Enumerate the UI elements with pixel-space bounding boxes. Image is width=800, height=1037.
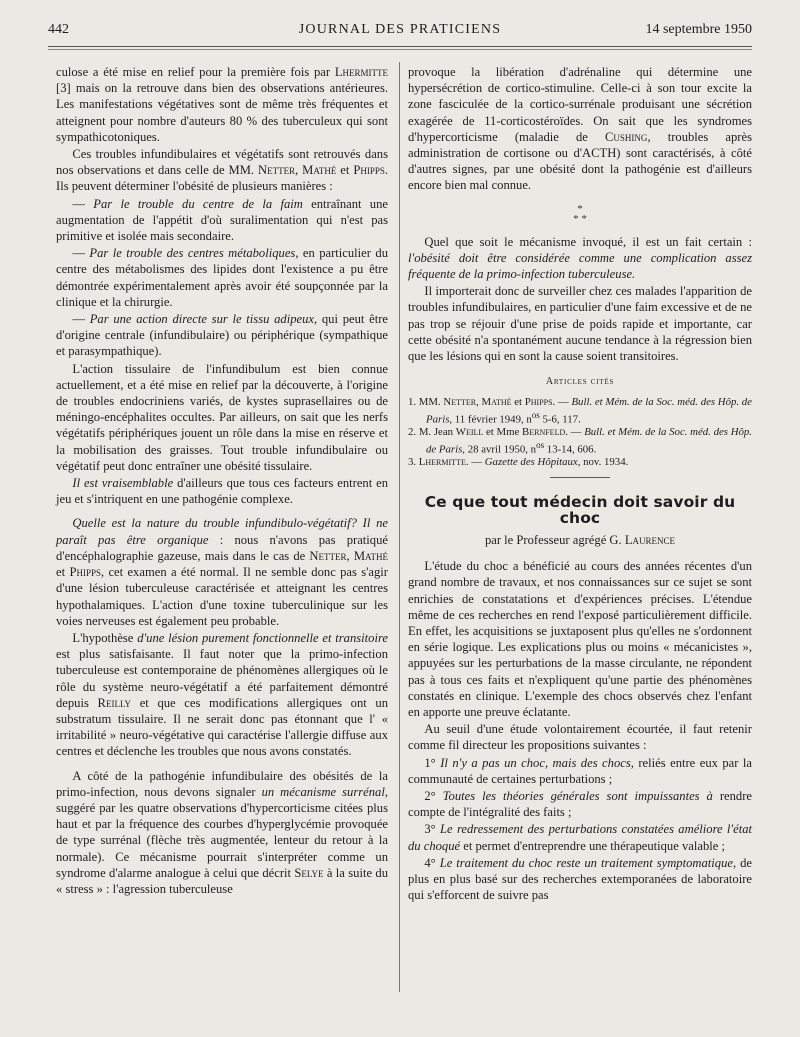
conclusion-text bbox=[408, 234, 752, 365]
paragraph: — Par le trouble du centre de la faim entraînant une augmentation de l'appétit d'où suralimentation qui n'est pas primitive et isolée mais secondaire. bbox=[56, 196, 388, 244]
issue-date: 14 septembre 1950 bbox=[645, 22, 752, 37]
article-body bbox=[408, 558, 752, 903]
reference-item: 1. MM. Netter, Mathé et Phipps. — Bull. et Mém. de la Soc. méd. des Hôp. de Paris, 11 février 1949, $n^{os}$ 5-6, 117. bbox=[408, 396, 752, 426]
articles-heading: Articles cités bbox=[545, 376, 615, 388]
paragraph: Quelle est la nature du trouble infundibulo-végétatif? Il ne paraît pas être organique : nous n'avons pas pratiqué d'encéphalographie gazeuse, mais dans le cas de Netter, Mathé et Phipps, cet examen a été normal. Il ne semble donc pas s'agir d'une lésion tuberculeuse caractérisée et atteignant les centres hypothalamiques. L'action d'une toxine tuberculinique sur les voies nerveuses est également peu probable. bbox=[56, 516, 389, 628]
paragraph: Au seuil d'une étude volontairement écourtée, il faut retenir comme fil directeur les propositions suivantes : bbox=[408, 722, 752, 753]
paragraph: — Par le trouble des centres métaboliques, en particulier du centre des métabolismes des lipides dont l'existence a pu être démontrée expérimentalement après avoir été soupçonnée par la clinique et la chirurgie. bbox=[56, 246, 388, 309]
paragraph: A côté de la pathogénie infundibulaire des obésités de la primo-infection, nous devons signaler un mécanisme surrénal, suggéré par les quatre observations d'hypercorticisme citées plus haut et par la fréquence des courbes d'hyperglycémie provoquée de type surrénal (flèche très augmentée, lenteur du retour à la normale). Ce mécanisme pourrait s'interpréter comme un syndrome d'alarme analogue à celui que décrit Selye à la suite du « stress » : l'agression tuberculeuse bbox=[56, 768, 388, 896]
right-column bbox=[408, 64, 752, 904]
left-column-body bbox=[56, 64, 388, 897]
section-asterism: * * * bbox=[573, 202, 587, 225]
article-title: Ce que tout médecin doit savoir du choc bbox=[424, 492, 736, 527]
paragraph: 2° Toutes les théories générales sont impuissantes à rendre compte de l'intégralité des faits ; bbox=[408, 789, 752, 820]
paragraph: Ces troubles infundibulaires et végétatifs sont retrouvés dans nos observations et dans celle de MM. Netter, Mathé et Phipps. Ils peuvent déterminer l'obésité de plusieurs manières : bbox=[56, 147, 389, 194]
paragraph: 1° Il n'y a pas un choc, mais des chocs, reliés entre eux par la communauté de certaines perturbations ; bbox=[408, 755, 753, 786]
paragraph: Il est vraisemblable d'ailleurs que tous ces facteurs entrent en jeu et s'intriquent en une pathogénie complexe. bbox=[56, 476, 388, 507]
right-column-continuation bbox=[408, 64, 752, 194]
reference-item: 3. Lhermitte. — Gazette des Hôpitaux, nov. 1934. bbox=[408, 456, 629, 469]
paragraph: 4° Le traitement du choc reste un traitement symptomatique, de plus en plus basé sur des recherches extemporanées de laboratoire qui s'efforcent de suivre pas bbox=[408, 855, 753, 903]
page-number: 442 bbox=[48, 22, 69, 37]
reference-list bbox=[408, 396, 752, 468]
paragraph: Il importerait donc de surveiller chez ces malades l'apparition de troubles infundibulaires, en particulier d'une faim excessive et de ne pas trop se réjouir d'une prise de poids rapide et importante, car cette obésité n'a spontanément aucune tendance à la régression bien que les lésions qui en sont la cause soient transitoires. bbox=[408, 284, 752, 364]
header-rule bbox=[48, 46, 752, 47]
paragraph: Quel que soit le mécanisme invoqué, il est un fait certain : l'obésité doit être considérée comme une complication assez fréquente de la primo-infection tuberculeuse. bbox=[408, 234, 752, 282]
paragraph: L'action tissulaire de l'infundibulum est bien connue actuellement, et a été mise en relief par la découverte, à l'origine de troubles endocriniens variés, de kystes suprasellaires ou de méningo-encéphalites occultes. Par ailleurs, on sait que les nerfs végétatifs périphériques jouent un rôle dans la mise en réserve et la mobilisation des graisses. Tout trouble infundibulaire ou végétatif peut donc entraîner une obésité tissulaire. bbox=[56, 361, 388, 473]
reference-item: 2. M. Jean Weill et Mme Bernfeld. — Bull. et Mém. de la Soc. méd. des Hôp. de Paris, 28 avril 1950, $n^{os}$ 13-14, 606. bbox=[408, 426, 752, 456]
paragraph: L'hypothèse d'une lésion purement fonctionnelle et transitoire est plus satisfaisante. Il faut noter que la primo-infection tuberculeuse est contemporaine de phénomènes allergiques où le rôle du système neuro-végétatif a été parfaitement démontré depuis Reilly et que ces modifications allergiques ont un substratum tissulaire. Il ne serait donc pas étonnant que l' « irritabilité » neuro-végétative qui caractérise l'allergie diffuse aux centres et déclenche les troubles que nous avons constatés. bbox=[56, 630, 388, 759]
paragraph: — Par une action directe sur le tissu adipeux, qui peut être d'origine centrale (infundibulaire) ou périphérique (sympathique et parasympathique). bbox=[56, 312, 388, 359]
paragraph: 3° Le redressement des perturbations constatées améliore l'état du choqué et permet d'entreprendre une thérapeutique valable ; bbox=[408, 822, 752, 853]
end-rule bbox=[550, 477, 610, 478]
article-byline: par le Professeur agrégé G. Laurence bbox=[484, 533, 676, 548]
paragraph: culose a été mise en relief pour la première fois par Lhermitte [3] mais on la retrouve dans bien des observations antérieures. Les manifestations végétatives sont de même très fréquentes et atteignent pour nombre d'auteurs 80 % des tuberculeux qui sont sympathicotoniques. bbox=[56, 65, 388, 144]
column-divider bbox=[399, 62, 400, 992]
page-header bbox=[48, 22, 752, 44]
header-rule-secondary bbox=[48, 49, 752, 50]
paragraph: provoque la libération d'adrénaline qui détermine une hypersécrétion de cortico-stimuline. Celle-ci à son tour excite la zone fasciculée de la cortico-surrénale produisant une sécrétion exagérée de 11-corticostéroïdes. On sait que les syndromes d'hypercorticisme (maladie de Cushing, troubles après administration de cortisone ou d'ACTH) sont caractérisés, à côté d'autres signes, par une obésité dont la pathogénie est d'ailleurs encore bien mal connue. bbox=[408, 65, 752, 193]
journal-title: JOURNAL DES PRATICIENS bbox=[298, 22, 502, 37]
left-column bbox=[56, 64, 388, 898]
paragraph: L'étude du choc a bénéficié au cours des années récentes d'un grand nombre de travaux, et nos connaissances sur ce sujet se sont enrichies de constatations et d'expériences précises. L'étendue même de ces recherches en rend l'exposé particulièrement difficile. En effet, les acquisitions se juxtaposent plus qu'elles ne s'ordonnent en série logique. Les explications plus ou moins « mécanicistes », appuyées sur les perturbations de la masse circulante, ne répondent pas à tous ces faits et n'expliquent qu'une partie des phénomènes constatés en clinique. L'exemple des chocs observés chez l'enfant en apporte une preuve éclatante. bbox=[408, 559, 752, 720]
